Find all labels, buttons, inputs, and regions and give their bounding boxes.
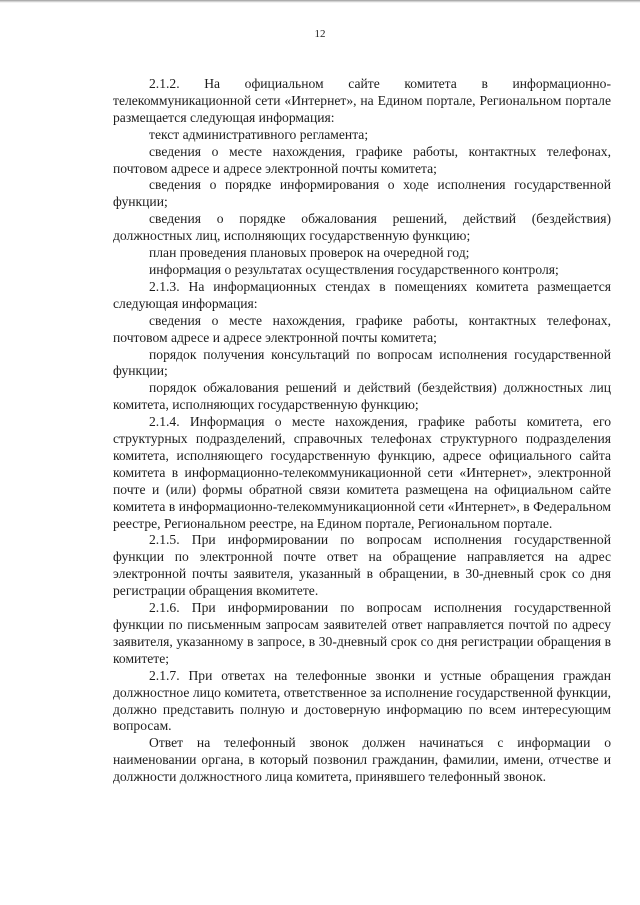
paragraph: план проведения плановых проверок на очередной год;: [149, 245, 470, 261]
paragraph: сведения о месте нахождения, графике работы, контактных телефонах, почтовом адресе и адресе электронной почты комитета;: [113, 312, 611, 345]
paragraph: 2.1.6. При информировании по вопросам исполнения государственной функции по письменным запросам заявителей ответ направляется почтой по адресу заявителя, указанному в запросе, в 30-дневный срок со дня регистрации обращения в комитете;: [113, 600, 611, 666]
paragraph: порядок получения консультаций по вопросам исполнения государственной функции;: [113, 346, 611, 379]
paragraph: текст административного регламента;: [149, 126, 369, 142]
document-body: [113, 76, 611, 786]
paragraph: порядок обжалования решений и действий (бездействия) должностных лиц комитета, исполняющих государственную функцию;: [113, 380, 611, 413]
paragraph: сведения о месте нахождения, графике работы, контактных телефонах, почтовом адресе и адресе электронной почты комитета;: [113, 143, 611, 176]
scan-edge: [0, 0, 640, 3]
paragraph: 2.1.5. При информировании по вопросам исполнения государственной функции по электронной почте ответ на обращение направляется на адрес электронной почты заявителя, указанный в обращении, в 30-дневный срок со дня регистрации обращения вкомитете.: [113, 532, 611, 599]
paragraph: информация о результатах осуществления государственного контроля;: [149, 261, 559, 277]
paragraph: сведения о порядке информирования о ходе исполнения государственной функции;: [113, 177, 611, 210]
paragraph: 2.1.7. При ответах на телефонные звонки и устные обращения граждан должностное лицо комитета, ответственное за исполнение государственной функции, должно представить полную и достоверную информацию по всем интересующим вопросам.: [113, 667, 611, 734]
paragraph: 2.1.2. На официальном сайте комитета в информационно-телекоммуникационной сети «Интернет», на Едином портале, Региональном портале размещается следующая информация:: [113, 76, 611, 125]
paragraph: 2.1.4. Информация о месте нахождения, графике работы комитета, его структурных подразделений, справочных телефонах структурного подразделения комитета, исполняющего государственную функцию, адресе официального сайта комитета в информационно-телекоммуникационной сети «Интернет», электронной почте и (или) формы обратной связи комитета размещена на официальном сайте комитета в информационно-телекоммуникационной сети «Интернет», в Федеральном реестре, Региональном реестре, на Едином портале, Региональном портале.: [113, 414, 611, 531]
page-number: 12: [314, 28, 326, 40]
paragraph: 2.1.3. На информационных стендах в помещениях комитета размещается следующая информация:: [113, 278, 611, 311]
paragraph: сведения о порядке обжалования решений, действий (бездействия) должностных лиц, исполняющих государственную функцию;: [113, 211, 611, 244]
paragraph: Ответ на телефонный звонок должен начинаться с информации о наименовании органа, в который позвонил гражданин, фамилии, имени, отчестве и должности должностного лица комитета, принявшего телефонный звонок.: [113, 735, 611, 785]
